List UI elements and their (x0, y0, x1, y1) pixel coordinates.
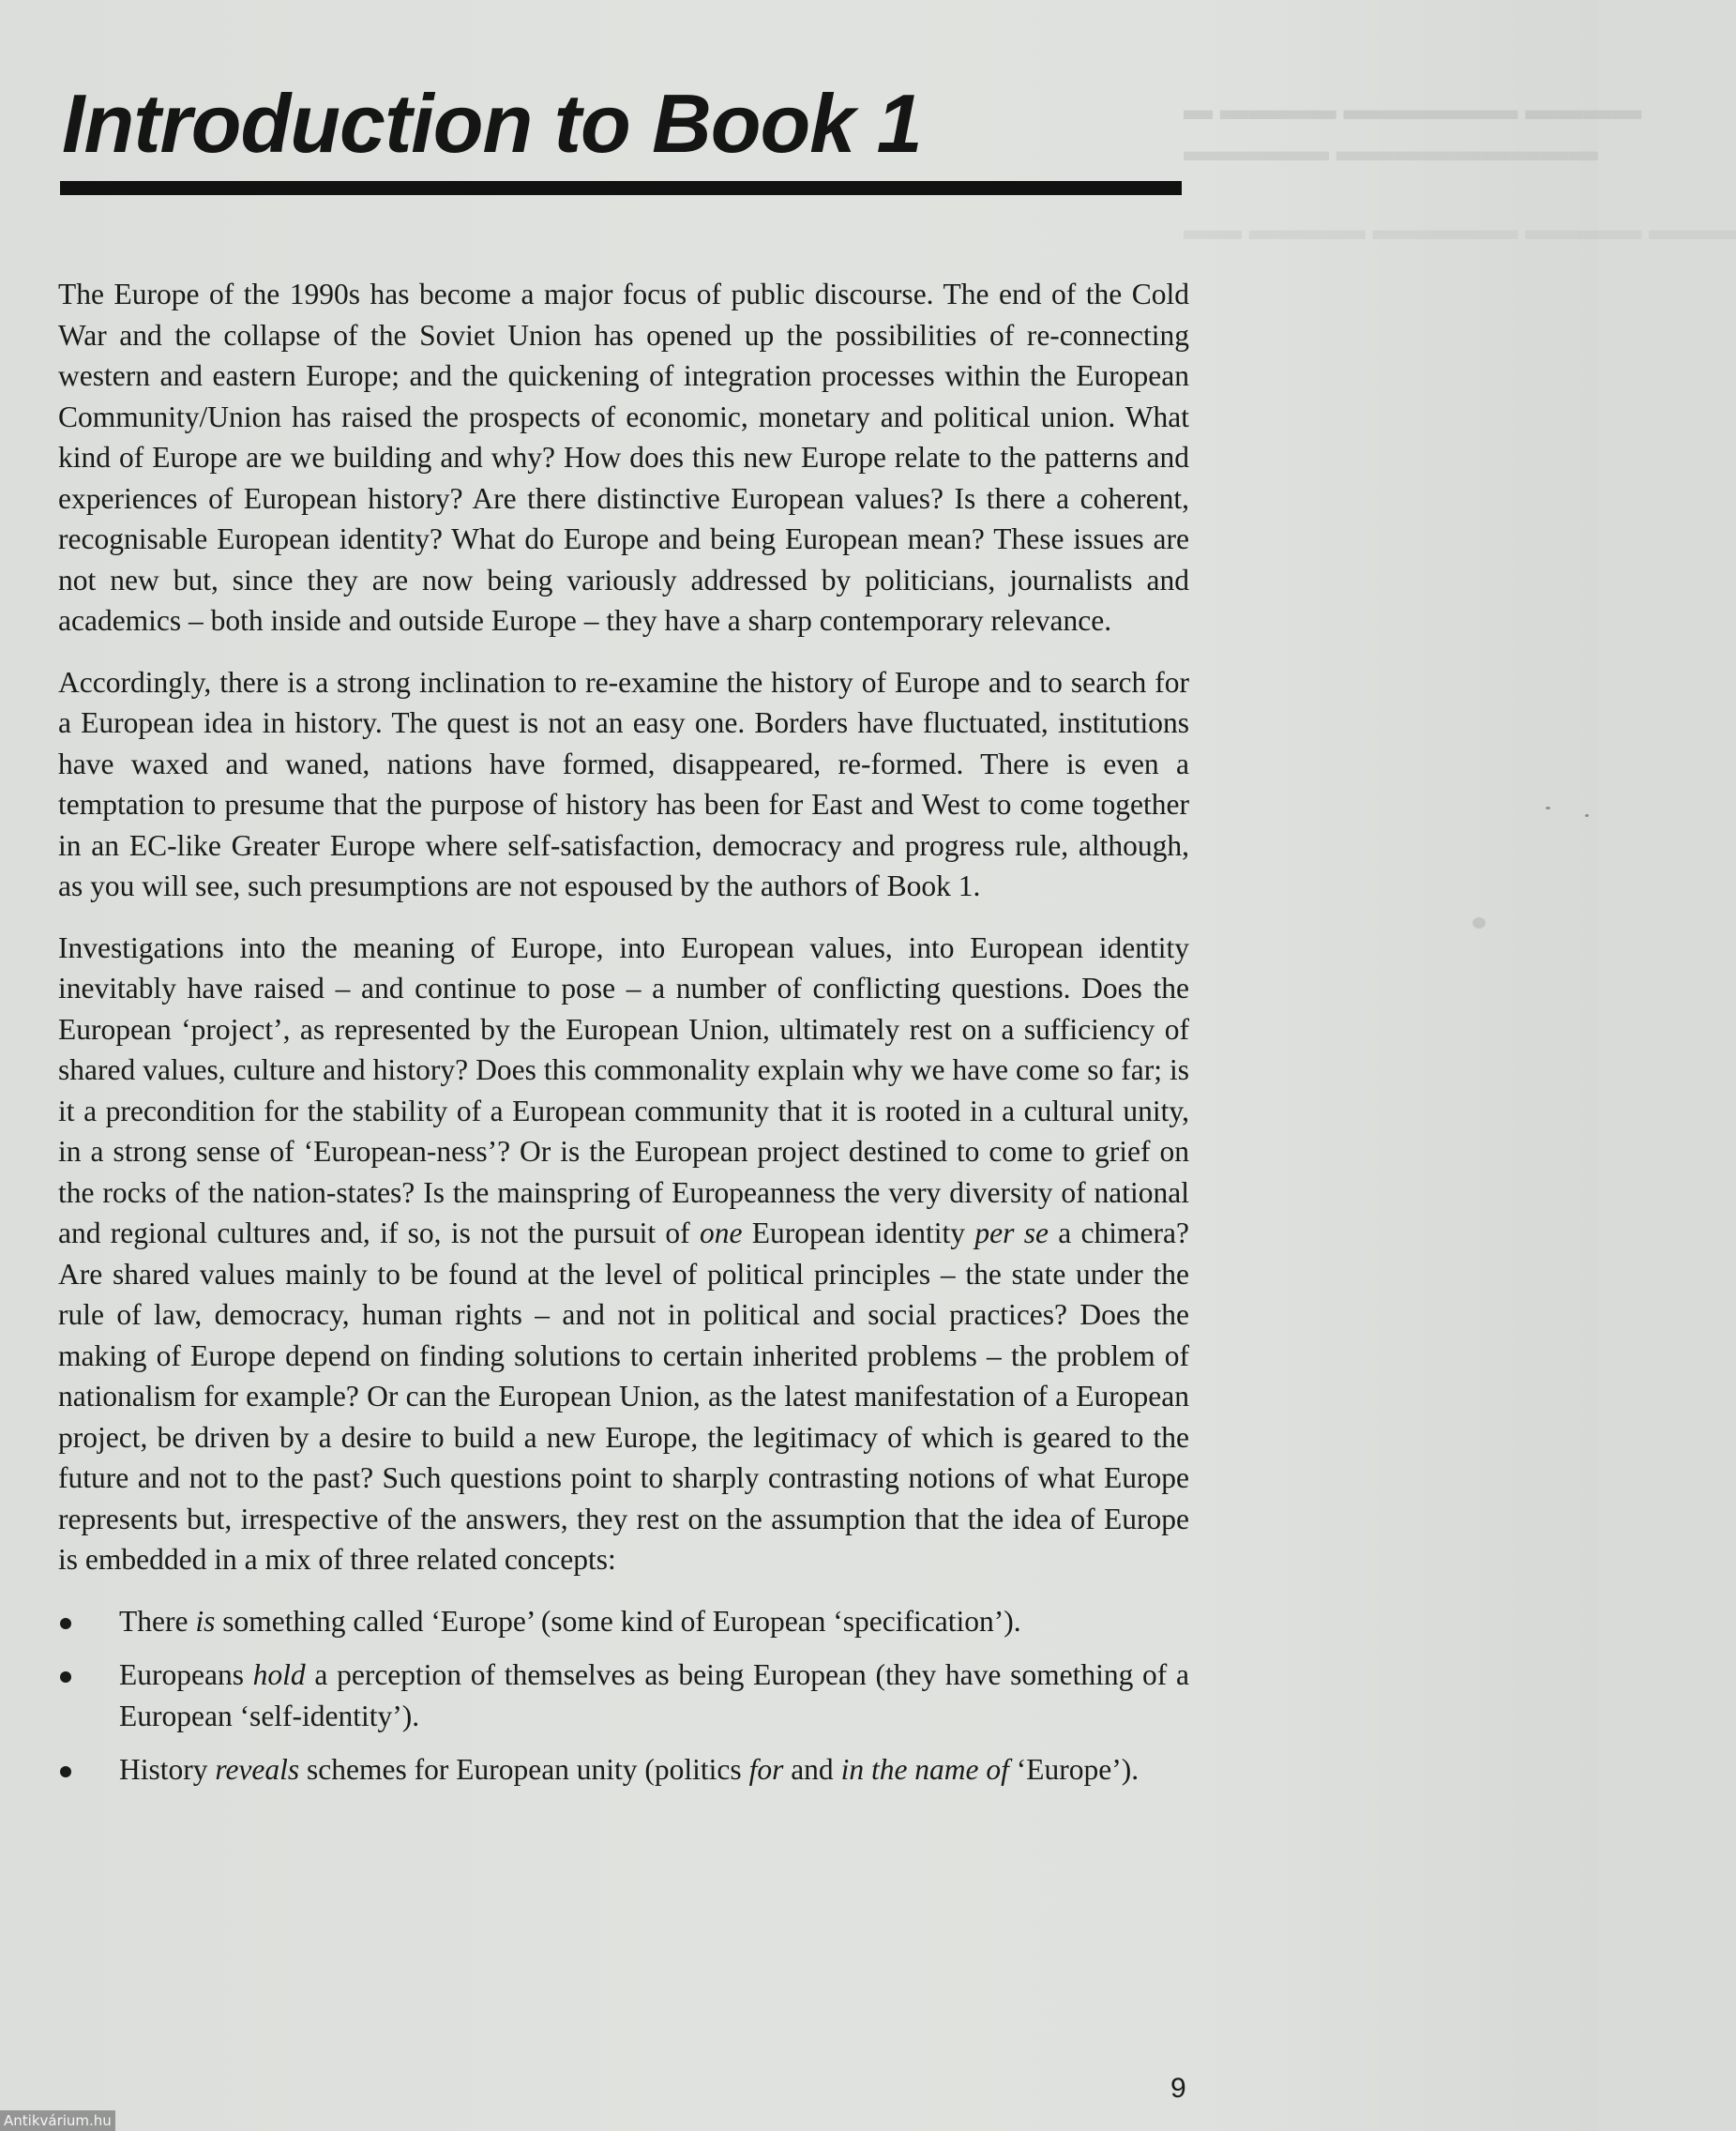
paper-speck (1585, 814, 1589, 817)
paragraph-3-emphasis-one: one (699, 1217, 743, 1249)
list-item (58, 1655, 1189, 1736)
bullet-dot-icon (60, 1671, 71, 1683)
list-item-text: and (783, 1753, 841, 1786)
list-item-emphasis: for (748, 1753, 784, 1786)
list-item-text: ‘Europe’). (1008, 1753, 1140, 1786)
list-item-text: History (119, 1753, 216, 1786)
list-item-text: Europeans (119, 1658, 253, 1691)
list-item-text: There (119, 1604, 196, 1638)
list-item-text: something called ‘Europe’ (some kind of European ‘specification’). (215, 1604, 1021, 1638)
title-underline-rule (60, 181, 1182, 195)
paragraph-2: Accordingly, there is a strong inclination to re-examine the history of Europe and to search for a European idea in history. The quest is not an easy one. Borders have fluctuated, institutions have waxed and waned, nations have formed, disappeared, re-formed. There is even a temptation to presume that the purpose of history has been for East and West to come together in an EC-like Greater Europe where self-satisfaction, democracy and progress rule, although, as you will see, such presumptions are not espoused by the authors of Book 1. (58, 665, 1189, 902)
bullet-dot-icon (60, 1618, 71, 1629)
paragraph-3-text: European identity (742, 1217, 975, 1249)
concept-list (58, 1601, 1189, 1791)
paragraph-1: The Europe of the 1990s has become a major focus of public discourse. The end of the Cold War and the collapse of the Soviet Union has opened up the possibilities of re-connecting western and eastern Europe; and the quickening of integration processes within the European Community/Union has raised the prospects of economic, monetary and political union. What kind of Europe are we building and why? How does this new Europe relate to the patterns and experiences of European history? Are there distinctive European values? Is there a coherent, recognisable European identity? What do Europe and being European mean? These issues are not new but, since they are now being variously addressed by politicians, journalists and academics – both inside and outside Europe – they have a sharp contemporary relevance. (58, 278, 1189, 637)
paper-speck (1472, 917, 1486, 929)
page-title: Introduction to Book 1 (62, 77, 922, 170)
paragraph-3-text: Investigations into the meaning of Europe, into European values, into European identity inevitably have raised – and continue to pose – a number of conflicting questions. Does the European ‘project’, as represented by the European Union, ultimately rest on a sufficiency of shared values, culture and history? Does this commonality explain why we have come so far; is it a precondition for the stability of a European community that it is rooted in a cultural unity, in a strong sense of ‘European-ness’? Or is the European project destined to come to grief on the rocks of the nation-states? Is the mainspring of Europeanness the very diversity of national and regional cultures and, if so, is not the pursuit of (58, 930, 1189, 1249)
bullet-dot-icon (60, 1766, 71, 1777)
list-item-emphasis: reveals (215, 1753, 300, 1786)
list-item-emphasis: hold (252, 1658, 306, 1691)
list-item-emphasis: in the name of (840, 1753, 1009, 1786)
facing-page-bleed-through: ▬ ▬▬▬▬ ▬▬▬▬▬▬ ▬▬▬▬ ▬▬▬▬▬ ▬▬▬▬▬▬▬▬▬ ▬▬ ▬▬▬▬ ▬▬▬▬▬ ▬▬▬▬ ▬▬▬ (1184, 93, 1736, 246)
paper-speck (1546, 807, 1550, 809)
list-item-emphasis: is (195, 1604, 216, 1638)
list-item (58, 1749, 1189, 1791)
list-item-text: a perception of themselves as being European (they have something of a European ‘self-identity’). (119, 1658, 1189, 1732)
watermark-logo: Antikvárium.hu (0, 2110, 115, 2131)
list-item (58, 1601, 1189, 1642)
list-item-text: schemes for European unity (politics (299, 1753, 749, 1786)
paragraph-3 (58, 928, 1189, 1580)
paragraph-3-text: a chimera? Are shared values mainly to be found at the level of political principles – the state under the rule of law, democracy, human rights – and not in political and social practices? Does the making of Europe depend on finding solutions to certain inherited problems – the problem of nationalism for example? Or can the European Union, as the latest manifestation of a European project, be driven by a desire to build a new Europe, the legitimacy of which is geared to the future and not to the past? Such questions point to sharply contrasting notions of what Europe represents but, irrespective of the answers, they rest on the assumption that the idea of Europe is embedded in a mix of three related concepts: (58, 1217, 1189, 1576)
paragraph-3-emphasis-per-se: per se (974, 1217, 1049, 1249)
page-number: 9 (1170, 2073, 1186, 2104)
article-body (58, 274, 1189, 1804)
